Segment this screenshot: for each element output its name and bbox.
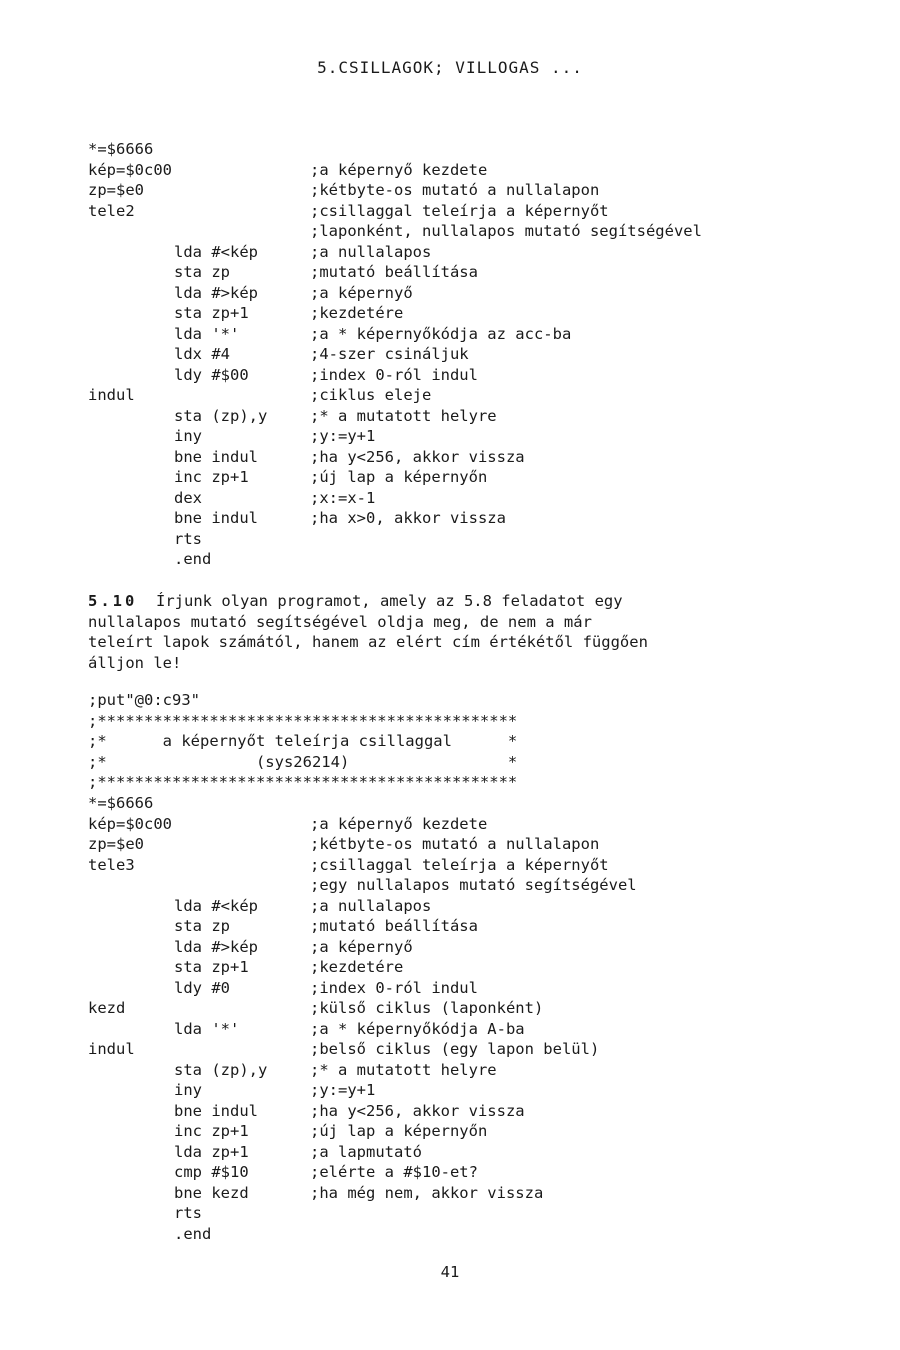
code-instruction: bne indul (174, 1101, 258, 1120)
code-instruction: iny (174, 427, 202, 445)
code-instruction: lda '*' (174, 324, 240, 343)
code-comment: ;a nullalapos (310, 896, 432, 915)
code-comment: ;index 0-ról indul (310, 365, 478, 384)
code-label: indul (88, 1040, 135, 1058)
code-instruction: sta zp (174, 263, 230, 281)
code-comment: ;csillaggal teleírja a képernyőt (310, 855, 609, 874)
code-instruction: sta zp (174, 917, 230, 935)
exercise-line: 5.10 Írjunk olyan programot, amely az 5.8 feladatot egy (88, 592, 623, 610)
code-instruction: bne kezd (174, 1183, 249, 1202)
code-label: *=$6666 (88, 140, 154, 158)
code-instruction: bne indul (174, 447, 258, 466)
exercise-paragraph (88, 591, 840, 673)
code-instruction: ldy #$00 (174, 365, 249, 384)
banner-text: ;* a képernyőt teleírja csillaggal * (88, 732, 518, 750)
code-comment: ;laponként, nullalapos mutató segítségével (310, 222, 702, 240)
code-instruction: sta zp+1 (174, 304, 249, 322)
code-instruction: sta (zp),y (174, 1060, 268, 1079)
code-instruction: lda #<kép (174, 896, 258, 915)
banner-text: ;********************************************* (88, 711, 518, 730)
code-label: kép=$0c00 (88, 814, 172, 833)
code-instruction: inc zp+1 (174, 1122, 249, 1140)
code-comment: ;a * képernyőkódja A-ba (310, 1019, 525, 1038)
code-comment: ;egy nullalapos mutató segítségével (310, 876, 637, 894)
code-comment: ;külső ciklus (laponként) (310, 999, 544, 1017)
code-instruction: lda '*' (174, 1019, 240, 1038)
banner-text: ;put"@0:c93" (88, 691, 200, 709)
exercise-line: teleírt lapok számától, hanem az elért cím értékétől függően (88, 633, 648, 651)
code-comment: ;a nullalapos (310, 242, 432, 261)
code-comment: ;kezdetére (310, 958, 404, 976)
code-label: *=$6666 (88, 794, 154, 812)
code-instruction: iny (174, 1081, 202, 1099)
code-comment: ;csillaggal teleírja a képernyőt (310, 201, 609, 220)
code-instruction: lda #>kép (174, 283, 258, 302)
banner-text: ;* (sys26214) * (88, 752, 518, 771)
code-instruction: rts (174, 529, 202, 548)
exercise-line: nullalapos mutató segítségével oldja meg, de nem a már (88, 612, 592, 631)
code-comment: ;* a mutatott helyre (310, 1060, 497, 1079)
code-comment: ;mutató beállítása (310, 917, 478, 935)
code-instruction: bne indul (174, 509, 258, 527)
code-label: tele2 (88, 201, 135, 220)
code-label: indul (88, 386, 135, 404)
code-comment: ;belső ciklus (egy lapon belül) (310, 1040, 600, 1058)
code-comment: ;y:=y+1 (310, 427, 376, 445)
code-comment: ;4-szer csináljuk (310, 345, 469, 363)
code-comment: ;a lapmutató (310, 1142, 422, 1161)
code-instruction: ldy #0 (174, 978, 230, 997)
code-comment: ;* a mutatott helyre (310, 406, 497, 425)
code-label: kezd (88, 999, 126, 1017)
code-comment: ;a * képernyőkódja az acc-ba (310, 324, 572, 343)
code-instruction: rts (174, 1204, 202, 1222)
code-comment: ;kétbyte-os mutató a nullalapon (310, 181, 600, 199)
code-comment: ;a képernyő (310, 937, 413, 956)
code-comment: ;a képernyő (310, 283, 413, 302)
code-comment: ;új lap a képernyőn (310, 1122, 488, 1140)
code-comment: ;ha még nem, akkor vissza (310, 1183, 544, 1202)
code-instruction: .end (174, 550, 212, 568)
code-comment: ;ha x>0, akkor vissza (310, 509, 506, 527)
code-comment: ;elérte a #$10-et? (310, 1163, 478, 1181)
code-label: zp=$e0 (88, 181, 144, 199)
code-instruction: cmp #$10 (174, 1163, 249, 1181)
code-instruction: inc zp+1 (174, 468, 249, 486)
code-comment: ;kétbyte-os mutató a nullalapon (310, 835, 600, 853)
code-instruction: ldx #4 (174, 345, 230, 363)
code-instruction: lda #<kép (174, 242, 258, 261)
banner-text: ;********************************************* (88, 773, 518, 791)
code-comment: ;a képernyő kezdete (310, 814, 488, 833)
exercise-line: álljon le! (88, 653, 182, 672)
code-comment: ;mutató beállítása (310, 263, 478, 281)
code-comment: ;ciklus eleje (310, 386, 432, 404)
code-label: tele3 (88, 855, 135, 874)
code-comment: ;index 0-ról indul (310, 978, 478, 997)
code-instruction: lda zp+1 (174, 1142, 249, 1161)
code-instruction: dex (174, 488, 202, 507)
code-instruction: .end (174, 1224, 212, 1243)
code-instruction: sta zp+1 (174, 958, 249, 976)
code-comment: ;új lap a képernyőn (310, 468, 488, 486)
code-instruction: lda #>kép (174, 937, 258, 956)
code-label: kép=$0c00 (88, 160, 172, 179)
running-header: 5.CSILLAGOK; VILLOGAS ... (317, 58, 583, 77)
code-comment: ;y:=y+1 (310, 1081, 376, 1099)
code-comment: ;a képernyő kezdete (310, 160, 488, 179)
code-comment: ;ha y<256, akkor vissza (310, 1101, 525, 1120)
code-label: zp=$e0 (88, 835, 144, 853)
code-comment: ;ha y<256, akkor vissza (310, 447, 525, 466)
page-number: 41 (440, 1263, 460, 1281)
code-comment: ;kezdetére (310, 304, 404, 322)
exercise-number: 5.10 (88, 592, 138, 610)
code-instruction: sta (zp),y (174, 406, 268, 425)
code-comment: ;x:=x-1 (310, 488, 376, 507)
